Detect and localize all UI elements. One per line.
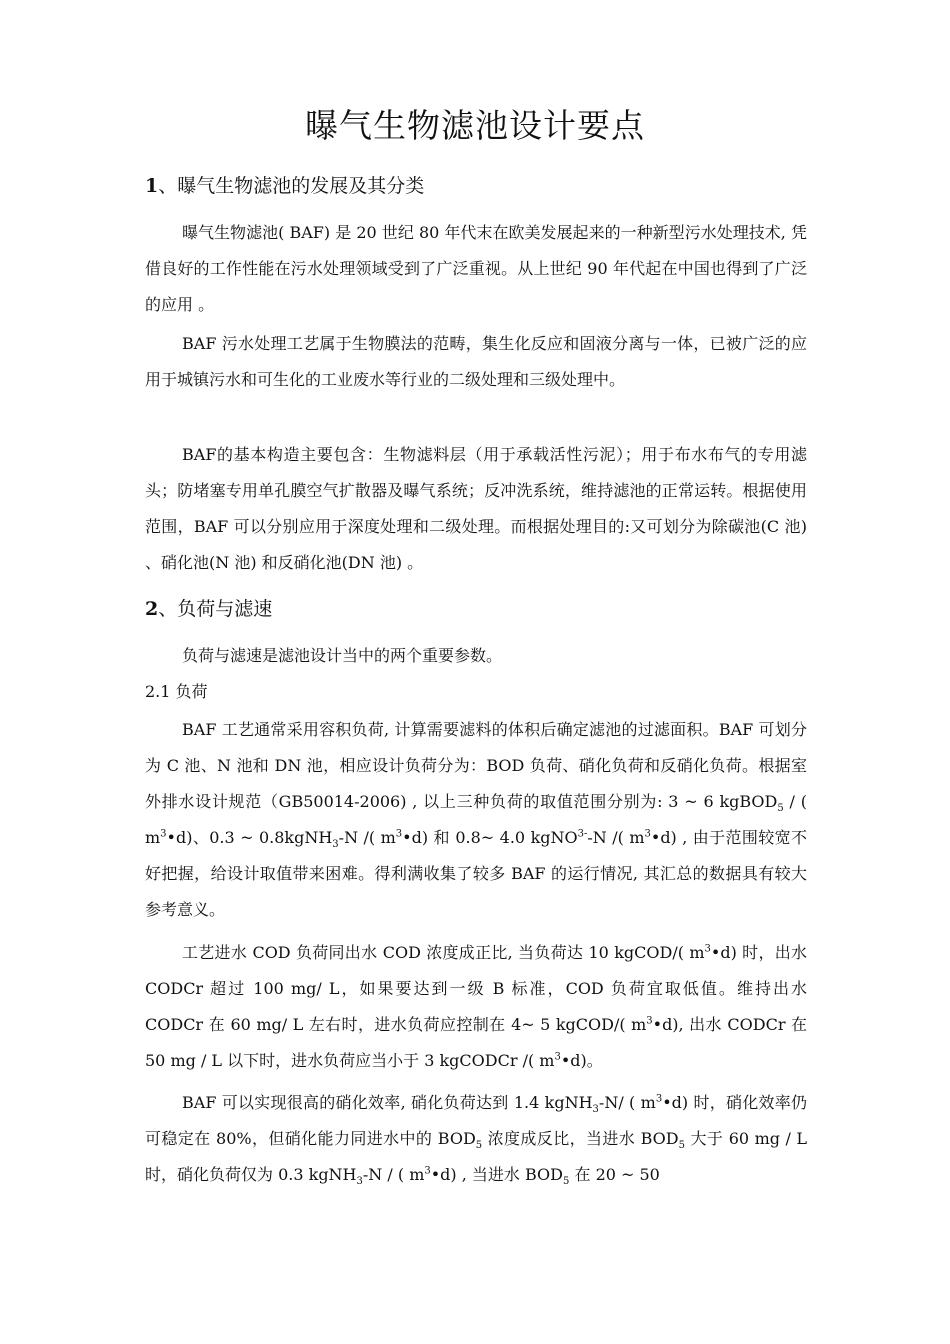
paragraph-intro: 曝气生物滤池( BAF) 是 20 世纪 80 年代末在欧美发展起来的一种新型污水处理技术, 凭借良好的工作性能在污水处理领域受到了广泛重视。从上世纪 90 年代起在中国也得到了广泛的应用 。 xyxy=(145,223,807,314)
subsection-heading-2-1: 2.1 负荷 xyxy=(145,682,208,701)
paragraph-volume-load: BAF 工艺通常采用容积负荷, 计算需要滤料的体积后确定滤池的过滤面积。BAF 可划分为 C 池、N 池和 DN 池，相应设计负荷分为：BOD 负荷、硝化负荷和反硝化负荷。根据室外排水设计规范（GB50014-2006) , 以上三种负荷的取值范围分别为: 3 ~ 6 kgBOD$_5$ / ( $m^3•d$)、0.3 ~ 0.8kgNH$_3$-N /( $m^3•d$) 和 0.8~ 4.0 kgNO$^{3-}$-N /( $m^3•d$) , 由于范围较宽不好把握，给设计取值带来困难。得利满收集了较多 BAF 的运行情况, 其汇总的数据具有较大参考意义。 xyxy=(145,720,807,919)
paragraph-process: BAF 污水处理工艺属于生物膜法的范畴，集生化反应和固液分离与一体，已被广泛的应用于城镇污水和可生化的工业废水等行业的二级处理和三级处理中。 xyxy=(145,334,807,389)
paragraph-nitrification: BAF 可以实现很高的硝化效率, 硝化负荷达到 1.4 kgNH$_3$-N/ ( $m^3•d$) 时，硝化效率仍可稳定在 80%，但硝化能力同进水中的 $BOD_5$ 浓度成反比，当进水 $BOD_5$ 大于 60 mg / L 时，硝化负荷仅为 0.3 kgNH$_3$-N / ( $m^3•d$) , 当进水 $BOD_5$ 在 20 ~ 50 xyxy=(145,1093,807,1188)
page-title: 曝气生物滤池设计要点 xyxy=(305,106,645,145)
paragraph-load-speed: 负荷与滤速是滤池设计当中的两个重要参数。 xyxy=(182,646,503,665)
section-number: 1 xyxy=(145,175,159,197)
paragraph-structure: BAF的基本构造主要包含：生物滤料层（用于承载活性污泥）；用于布水布气的专用滤头；防堵塞专用单孔膜空气扩散器及曝气系统；反冲洗系统，维持滤池的正常运转。根据使用范围，BAF 可以分别应用于深度处理和二级处理。而根据处理目的:又可划分为除碳池(C 池) 、硝化池(N 池) 和反硝化池(DN 池) 。 xyxy=(145,445,807,572)
section-title: 、负荷与滤速 xyxy=(158,598,273,620)
paragraph-cod-load: 工艺进水 COD 负荷同出水 COD 浓度成正比, 当负荷达 10 kgCOD/( $m^3•d$) 时，出水 CODCr 超过 100 mg/ L，如果要达到一级 B 标准，COD 负荷宜取低值。维持出水 CODCr 在 60 mg/ L 左右时，进水负荷应控制在 4~ 5 kgCOD/( $m^3•d$), 出水 CODCr 在 50 mg / L 以下时，进水负荷应当小于 3 kgCODCr /( $m^3•d$)。 xyxy=(145,943,807,1070)
section-heading-2 xyxy=(145,595,272,623)
section-number: 2 xyxy=(145,598,159,620)
section-heading-1 xyxy=(145,172,424,200)
section-title: 、曝气生物滤池的发展及其分类 xyxy=(158,175,425,197)
